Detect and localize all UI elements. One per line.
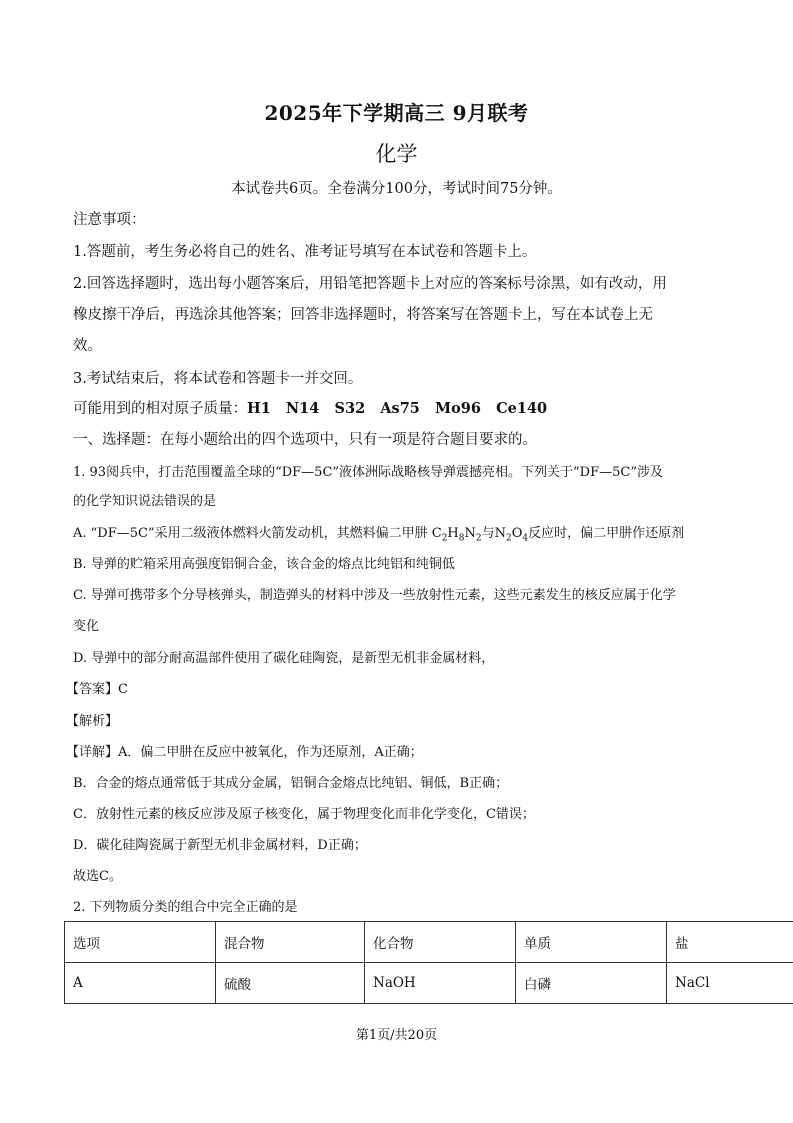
exam-title: 2025年下学期高三 9月联考: [264, 101, 529, 125]
subscript: 2: [506, 533, 512, 544]
formula-part: H: [447, 526, 459, 541]
subject-title: 化学: [375, 142, 418, 166]
table-header-cell: 化合物: [365, 922, 516, 963]
note-item-2-line-2: 橡皮擦干净后，再选涂其他答案；回答非选择题时，将答案写在答题卡上，写在本试卷上无: [73, 307, 653, 323]
subscript: 2: [475, 533, 482, 544]
table-cell: 白磷: [516, 963, 667, 1004]
table-header-row: [65, 922, 793, 963]
q1-answer: 【答案】C: [66, 682, 128, 697]
formula-part: O: [511, 526, 523, 541]
formula-part: N: [464, 526, 476, 541]
q1-option-a-text: A. “DF—5C”采用二级液体燃料火箭发动机，其燃料偏二甲肼 C: [73, 526, 442, 541]
q1-option-d: D. 导弹中的部分耐高温部件使用了碳化硅陶瓷，是新型无机非金属材料，: [73, 651, 495, 666]
notes-heading: 注意事项：: [73, 212, 146, 228]
table-cell: NaOH: [365, 963, 516, 1004]
q2-stem: 2. 下列物质分类的组合中完全正确的是: [73, 900, 298, 915]
subscript: 8: [458, 533, 465, 544]
section-1-heading: 一、选择题：在每小题给出的四个选项中，只有一项是符合题目要求的。: [73, 432, 537, 448]
q1-conclusion: 故选C。: [73, 869, 122, 884]
note-item-2-line-1: 2.回答选择题时，选出每小题答案后，用铅笔把答题卡上对应的答案标号涂黑，如有改动，用: [73, 276, 667, 292]
exam-info: 本试卷共6页。全卷满分100分，考试时间75分钟。: [231, 181, 562, 197]
q1-detail-1: 【详解】A．偏二甲肼在反应中被氧化，作为还原剂，A正确；: [66, 745, 423, 760]
table-cell: NaCl: [667, 963, 793, 1004]
q2-classification-table: [64, 921, 793, 1004]
q1-option-b: B. 导弹的贮箱采用高强度铝铜合金，该合金的熔点比纯铝和纯铜低: [73, 557, 455, 572]
q1-option-a: [73, 522, 684, 544]
atomic-mass-label: 可能用到的相对原子质量：: [73, 401, 247, 417]
table-header-cell: 混合物: [216, 922, 365, 963]
table-cell: A: [65, 963, 216, 1004]
note-item-3: 3.考试结束后，将本试卷和答题卡一并交回。: [73, 371, 363, 387]
page-footer: 第1页/共20页: [355, 1028, 438, 1043]
q1-stem-line-1: 1. 93阅兵中，打击范围覆盖全球的“DF—5C”液体洲际战略核导弹震撼亮相。下列关于“DF—5C”涉及: [73, 465, 663, 480]
table-header-cell: 选项: [65, 922, 216, 963]
q1-option-c-line-1: C. 导弹可携带多个分导核弹头，制造弹头的材料中涉及一些放射性元素，这些元素发生的核反应属于化学: [73, 588, 676, 603]
note-item-2-line-3: 效。: [73, 338, 102, 354]
table-cell: 硫酸: [216, 963, 365, 1004]
table-row: [65, 963, 793, 1004]
subscript: 4: [522, 533, 529, 544]
note-item-1: 1.答题前，考生务必将自己的姓名、准考证号填写在本试卷和答题卡上。: [73, 244, 537, 260]
table-header-cell: 盐: [667, 922, 793, 963]
formula-part: 与N: [481, 526, 506, 541]
q1-stem-line-2: 的化学知识说法错误的是: [73, 494, 217, 509]
q1-detail-2: B．合金的熔点通常低于其成分金属，铝铜合金熔点比纯铝、铜低，B正确；: [73, 776, 509, 791]
atomic-mass-values: H1 N14 S32 As75 Mo96 Ce140: [247, 400, 548, 417]
q1-option-c-line-2: 变化: [73, 619, 100, 634]
table-header-cell: 单质: [516, 922, 667, 963]
q1-analysis-label: 【解析】: [66, 714, 119, 729]
q1-option-a-tail: 反应时，偏二甲肼作还原剂: [528, 526, 685, 541]
q1-detail-4: D．碳化硅陶瓷属于新型无机非金属材料，D正确；: [73, 838, 367, 853]
subscript: 2: [441, 533, 448, 544]
atomic-mass-line: [73, 397, 547, 418]
q1-detail-3: C．放射性元素的核反应涉及原子核变化，属于物理变化而非化学变化，C错误；: [73, 807, 535, 822]
